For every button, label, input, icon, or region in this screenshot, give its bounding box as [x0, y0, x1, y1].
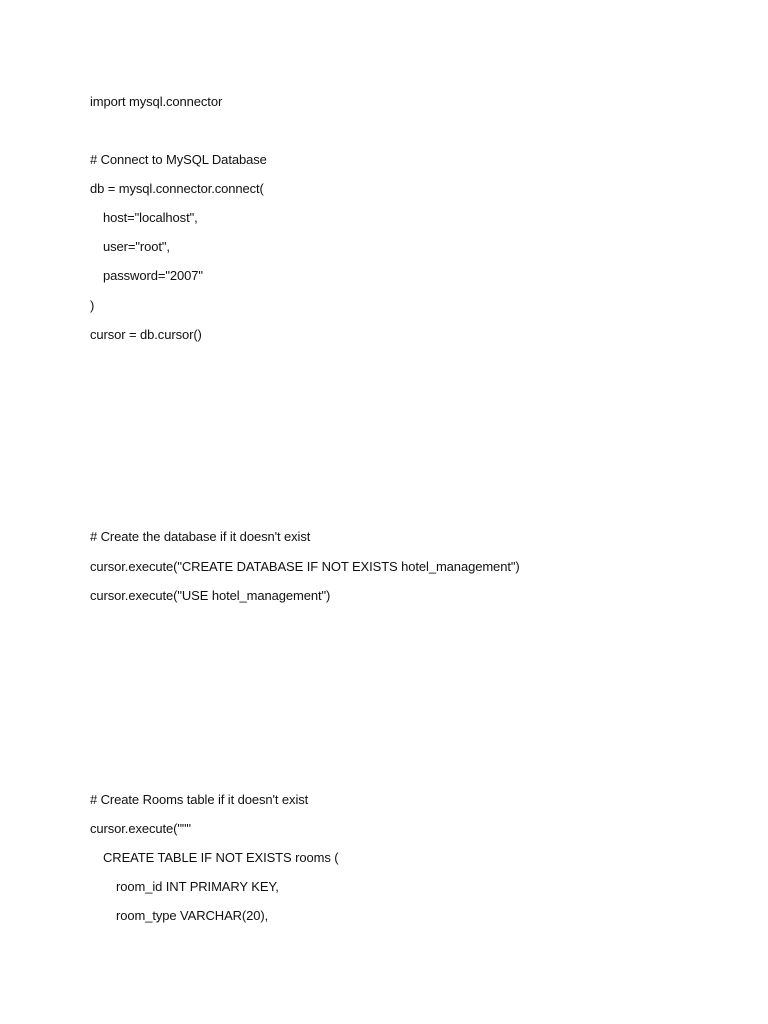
code-line: CREATE TABLE IF NOT EXISTS rooms ( — [103, 850, 339, 865]
code-line: room_type VARCHAR(20), — [116, 908, 269, 923]
code-line: cursor.execute("CREATE DATABASE IF NOT EXISTS hotel_management") — [90, 559, 520, 574]
code-comment: # Create Rooms table if it doesn't exist — [90, 792, 309, 807]
code-line: cursor = db.cursor() — [90, 327, 202, 342]
code-line: db = mysql.connector.connect( — [90, 181, 264, 196]
code-line: password="2007" — [103, 268, 203, 283]
code-line: import mysql.connector — [90, 94, 223, 109]
code-line: host="localhost", — [103, 210, 198, 225]
code-line: cursor.execute("USE hotel_management") — [90, 588, 331, 603]
code-line: room_id INT PRIMARY KEY, — [116, 879, 279, 894]
code-line: ) — [90, 298, 95, 313]
code-comment: # Connect to MySQL Database — [90, 152, 267, 167]
code-comment: # Create the database if it doesn't exist — [90, 529, 311, 544]
code-line: user="root", — [103, 239, 170, 254]
code-line: cursor.execute(""" — [90, 821, 191, 836]
